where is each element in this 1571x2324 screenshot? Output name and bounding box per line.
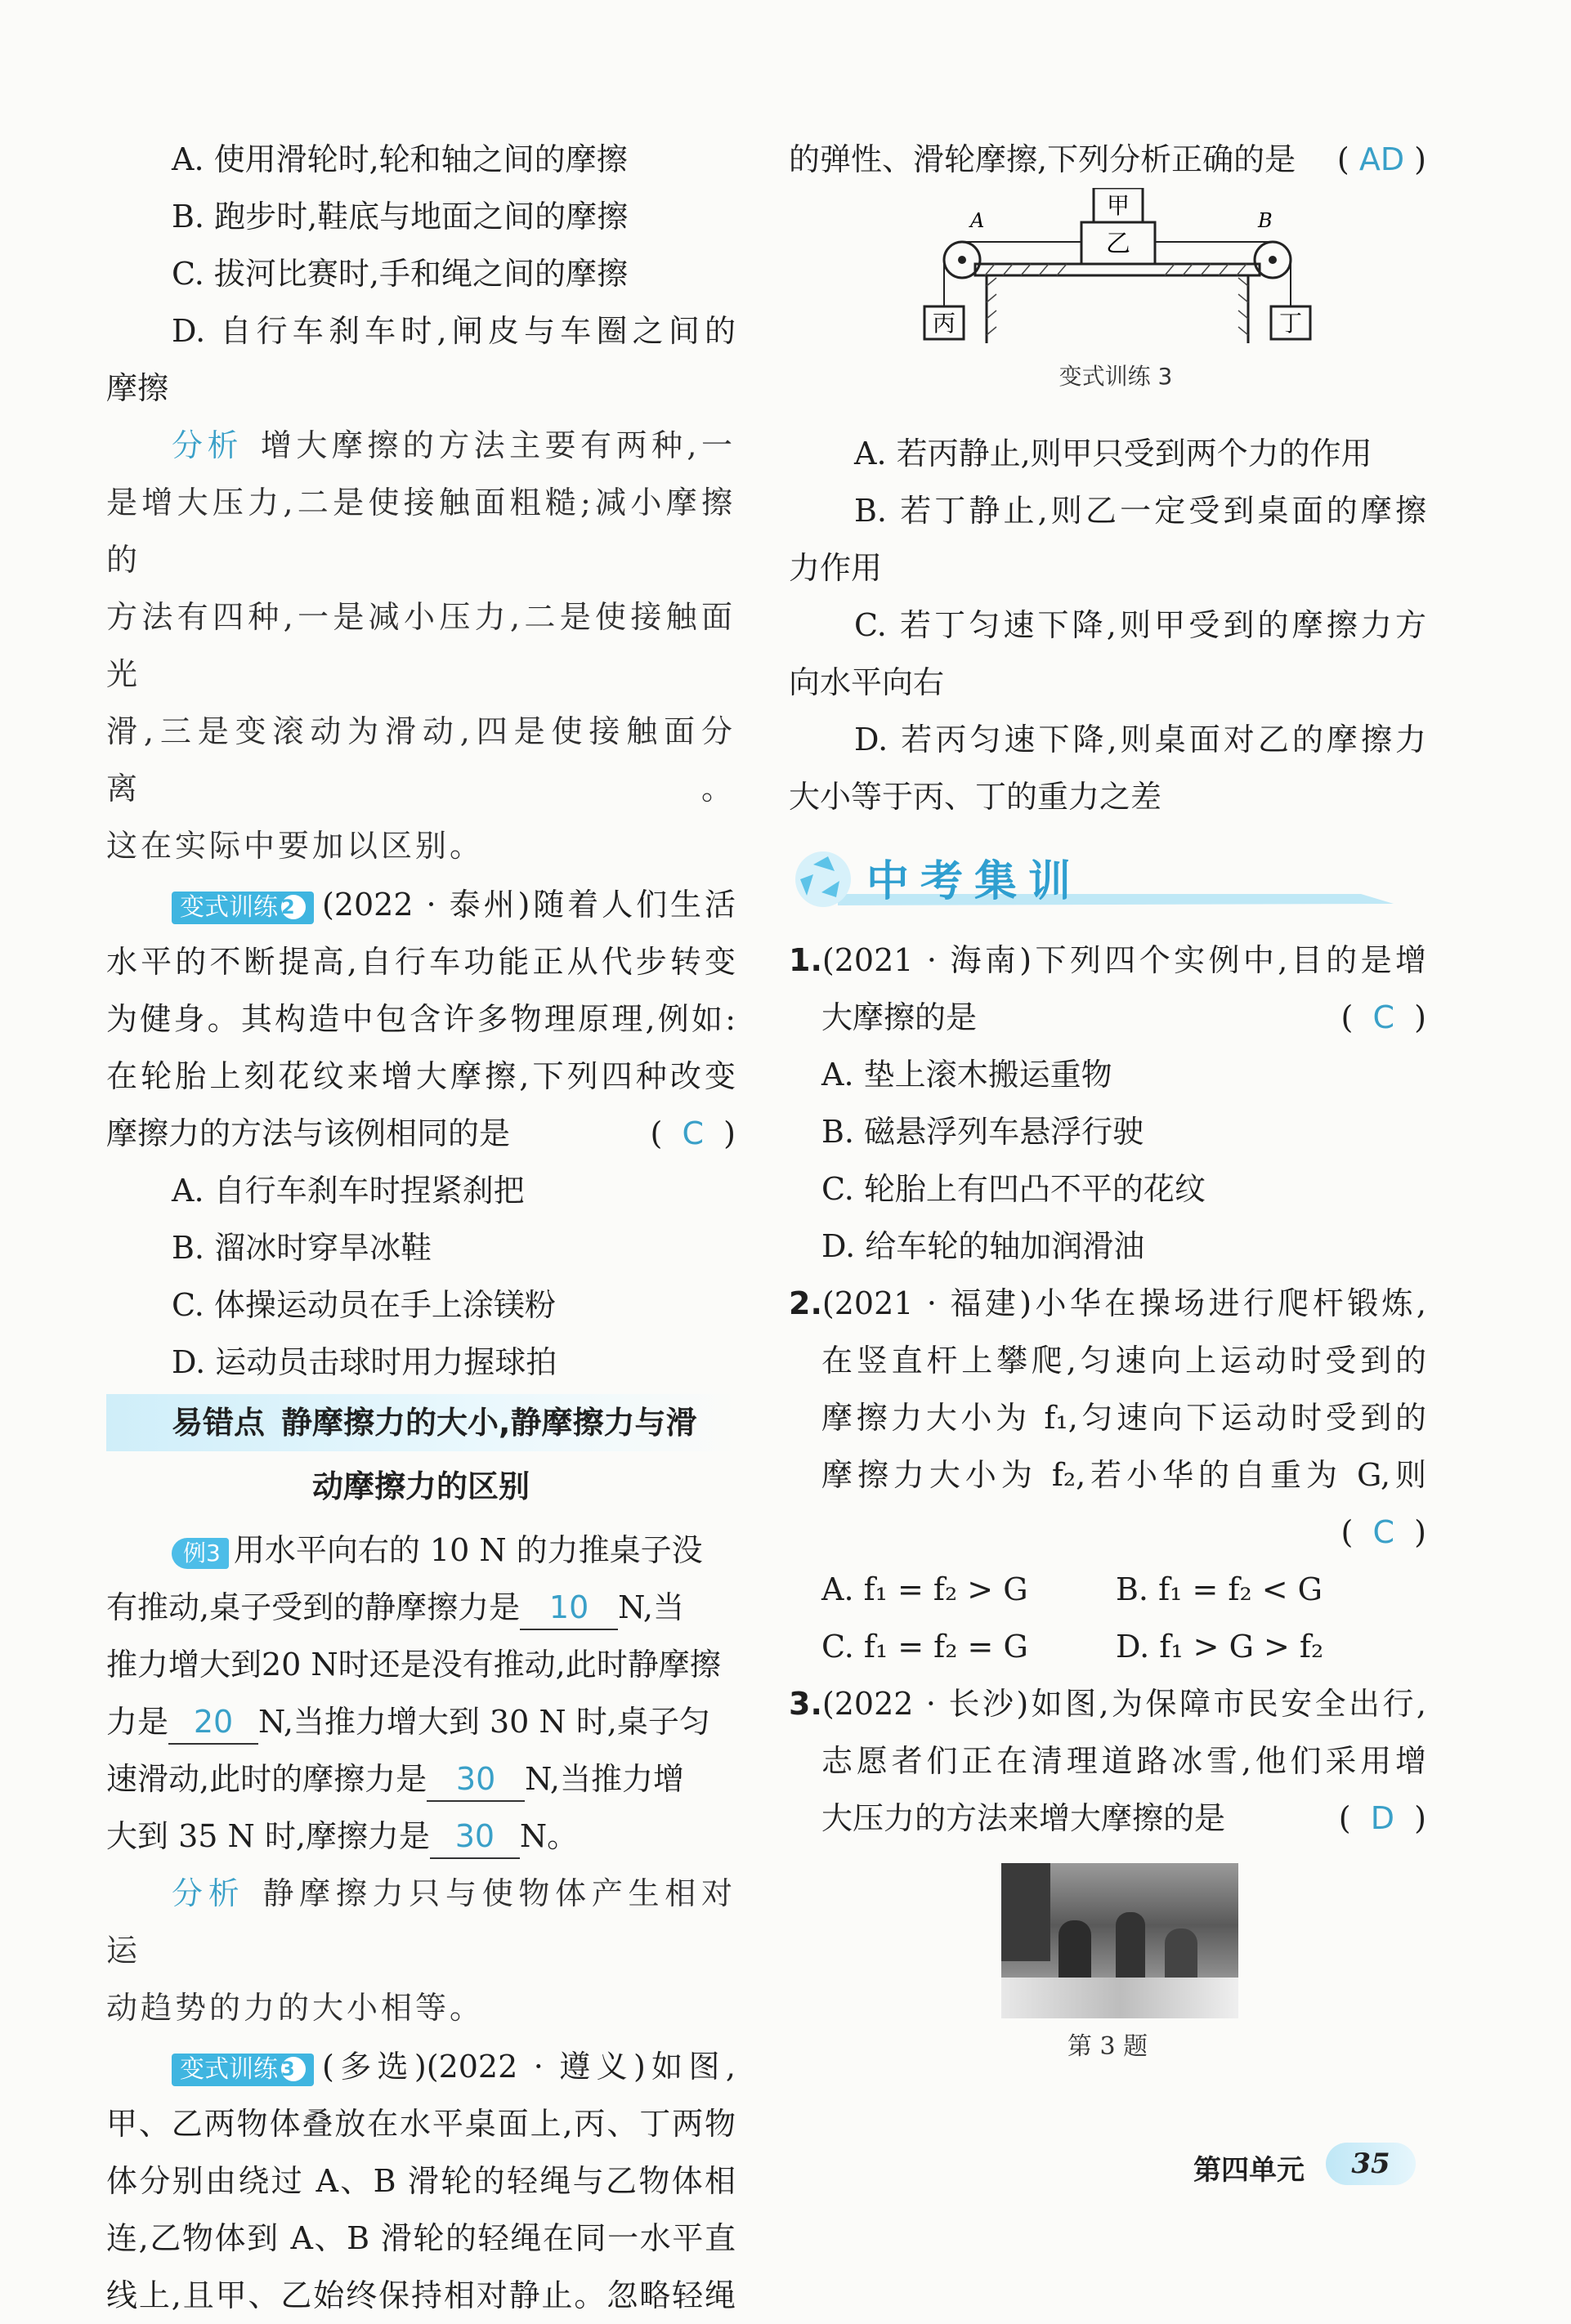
label-yi: 乙	[1106, 230, 1130, 258]
answer-bracket: ( D )	[1338, 1800, 1426, 1836]
answer: D	[1370, 1800, 1395, 1836]
option-d-tail: 摩擦	[106, 370, 169, 406]
variant-2-line: 水平的不断提高,自行车功能正从代步转变	[106, 944, 736, 980]
example-3-line: 大到 35 N 时,摩擦力是 30 N。	[106, 1808, 736, 1865]
analysis-1-line: 这在实际中要加以区别。	[106, 828, 485, 864]
analysis-1-line: 是增大压力,二是使接触面粗糙;减小摩擦的	[106, 485, 736, 578]
pulley-diagram	[789, 188, 1426, 425]
label-a: A	[970, 209, 985, 232]
page-number: 35	[1326, 2143, 1416, 2185]
variant-3-tag: 变式训练 3	[172, 2054, 314, 2086]
example-3-line: 速滑动,此时的摩擦力是 30 N,当推力增	[106, 1750, 736, 1808]
figure-caption: 变式训练 3	[1059, 363, 1173, 390]
option-c: C. 体操运动员在手上涂镁粉	[172, 1287, 556, 1323]
question-1: 1.(2021 · 海南)下列四个实例中,目的是增	[789, 942, 1426, 978]
option-c: C. 拔河比赛时,手和绳之间的摩擦	[172, 256, 628, 292]
label-b: B	[1258, 209, 1273, 232]
question-2-line: 在竖直杆上攀爬,匀速向上运动时受到的	[821, 1343, 1426, 1379]
option-c: C. 若丁匀速下降,则甲受到的摩擦力方	[854, 607, 1426, 643]
answer: AD	[1358, 141, 1405, 177]
option-c: C. 轮胎上有凹凸不平的花纹	[821, 1171, 1206, 1207]
variant-3-stem: 变式训练 3 (多选)(2022 · 遵义)如图,	[106, 2038, 736, 2095]
option-c: C. f₁ = f₂ = G	[821, 1629, 1028, 1665]
variant-2-line: 摩擦力的方法与该例相同的是 ( C )	[106, 1105, 736, 1162]
answer-blank: 20	[168, 1701, 258, 1745]
question-3-line: 大压力的方法来增大摩擦的是 ( D )	[789, 1790, 1426, 1847]
question-3-line: 志愿者们正在清理道路冰雪,他们采用增	[821, 1743, 1426, 1779]
question-1-line: 大摩擦的是 ( C )	[789, 989, 1426, 1046]
option-d: D. 自行车刹车时,闸皮与车圈之间的	[172, 313, 736, 349]
variant-2-stem: 变式训练 2 (2022 · 泰州)随着人们生活	[106, 876, 736, 933]
options-ab	[789, 1561, 1426, 1618]
question-3-photo	[1001, 1863, 1238, 2018]
variant-2-line: 在轮胎上刻花纹来增大摩擦,下列四种改变	[106, 1058, 736, 1094]
right-column	[789, 131, 1426, 2067]
left-column	[106, 131, 736, 2324]
option-a: A. f₁ = f₂ > G	[821, 1571, 1028, 1607]
section-banner	[789, 837, 1426, 927]
variant-3-line: 体分别由绕过 A、B 滑轮的轻绳与乙物体相	[106, 2163, 736, 2199]
question-2-line: 摩擦力大小为 f₁,匀速向下运动时受到的	[821, 1400, 1426, 1436]
option-b-tail: 力作用	[789, 550, 883, 586]
question-2: 2.(2021 · 福建)小华在操场进行爬杆锻炼,	[789, 1285, 1426, 1321]
question-3-caption: 第 3 题	[1067, 2032, 1148, 2061]
option-a: A. 垫上滚木搬运重物	[821, 1057, 1112, 1093]
answer-blank: 10	[520, 1586, 618, 1630]
error-point-label: 易错点	[172, 1405, 266, 1441]
answer: C	[682, 1115, 705, 1151]
variant-3-continued: 的弹性、滑轮摩擦,下列分析正确的是 ( AD )	[789, 131, 1426, 188]
variant-3-line: 连,乙物体到 A、B 滑轮的轻绳在同一水平直	[106, 2220, 736, 2256]
question-3: 3.(2022 · 长沙)如图,为保障市民安全出行,	[789, 1686, 1426, 1722]
error-point-title-2: 动摩擦力的区别	[311, 1468, 530, 1504]
option-d: D. 运动员击球时用力握球拍	[172, 1344, 557, 1380]
answer: C	[1372, 999, 1395, 1035]
option-b: B. f₁ = f₂ < G	[1116, 1571, 1323, 1607]
table-hatch	[985, 264, 1247, 275]
option-a: A. 使用滑轮时,轮和轴之间的摩擦	[172, 141, 628, 177]
variant-3-line: 线上,且甲、乙始终保持相对静止。忽略轻绳	[106, 2277, 736, 2313]
analysis-1-line: 方法有四种,一是减小压力,二是使接触面光	[106, 599, 736, 692]
option-d: D. 若丙匀速下降,则桌面对乙的摩擦力	[854, 722, 1426, 758]
option-b: B. 若丁静止,则乙一定受到桌面的摩擦	[854, 493, 1426, 529]
label-bing: 丙	[932, 310, 956, 337]
option-b: B. 磁悬浮列车悬浮行驶	[821, 1114, 1144, 1150]
example-3-line: 力是 20 N,当推力增大到 30 N 时,桌子匀	[106, 1693, 736, 1750]
option-d: D. 给车轮的轴加润滑油	[821, 1228, 1145, 1264]
error-point-heading: 易错点 静摩擦力的大小,静摩擦力与滑	[106, 1394, 736, 1451]
analysis-label: 分析	[172, 1875, 245, 1911]
label-jia: 甲	[1106, 192, 1130, 219]
example-3-tag: 例3	[172, 1538, 229, 1569]
answer-bracket: ( C )	[1340, 999, 1426, 1035]
answer: C	[1372, 1514, 1395, 1550]
answer-blank: 30	[430, 1815, 520, 1859]
variant-2-line: 为健身。其构造中包含许多物理原理,例如:	[106, 1001, 736, 1037]
analysis-2-line: 动趋势的力的大小相等。	[106, 1990, 485, 2026]
analysis-1: 分析 增大摩擦的方法主要有两种,一	[172, 427, 736, 463]
option-a: A. 自行车刹车时捏紧刹把	[172, 1173, 525, 1209]
option-d: D. f₁ > G > f₂	[1116, 1629, 1324, 1665]
example-3-stem: 例3 用水平向右的 10 N 的力推桌子没	[106, 1522, 736, 1579]
option-a: A. 若丙静止,则甲只受到两个力的作用	[854, 436, 1372, 472]
question-2-line: 摩擦力大小为 f₂,若小华的自重为 G,则	[821, 1457, 1426, 1493]
unit-label: 第四单元	[1193, 2154, 1305, 2187]
variant-3-line: 甲、乙两物体叠放在水平桌面上,丙、丁两物	[106, 2106, 736, 2142]
example-3-line: 有推动,桌子受到的静摩擦力是 10 N,当	[106, 1579, 736, 1636]
variant-2-tag: 变式训练 2	[172, 892, 314, 924]
example-3-line: 推力增大到20 N时还是没有推动,此时静摩擦	[106, 1647, 721, 1683]
answer-blank: 30	[427, 1758, 525, 1802]
analysis-1-line: 滑,三是变滚动为滑动,四是使接触面分离。	[106, 713, 736, 807]
analysis-2: 分析 静摩擦力只与使物体产生相对运	[106, 1875, 736, 1969]
label-ding: 丁	[1278, 310, 1303, 337]
answer-bracket: ( C )	[650, 1115, 736, 1151]
analysis-label: 分析	[172, 427, 243, 463]
options-cd	[789, 1618, 1426, 1675]
answer-bracket: ( AD )	[1336, 141, 1426, 177]
option-d-tail: 大小等于丙、丁的重力之差	[789, 779, 1162, 815]
table-top	[975, 264, 1260, 275]
pulley-figure	[789, 188, 1426, 425]
option-b: B. 溜冰时穿旱冰鞋	[172, 1230, 432, 1266]
option-c-tail: 向水平向右	[789, 664, 945, 700]
option-b: B. 跑步时,鞋底与地面之间的摩擦	[172, 199, 629, 235]
section-title: 中考集训	[866, 857, 1083, 906]
answer-bracket: ( C )	[1340, 1514, 1426, 1550]
